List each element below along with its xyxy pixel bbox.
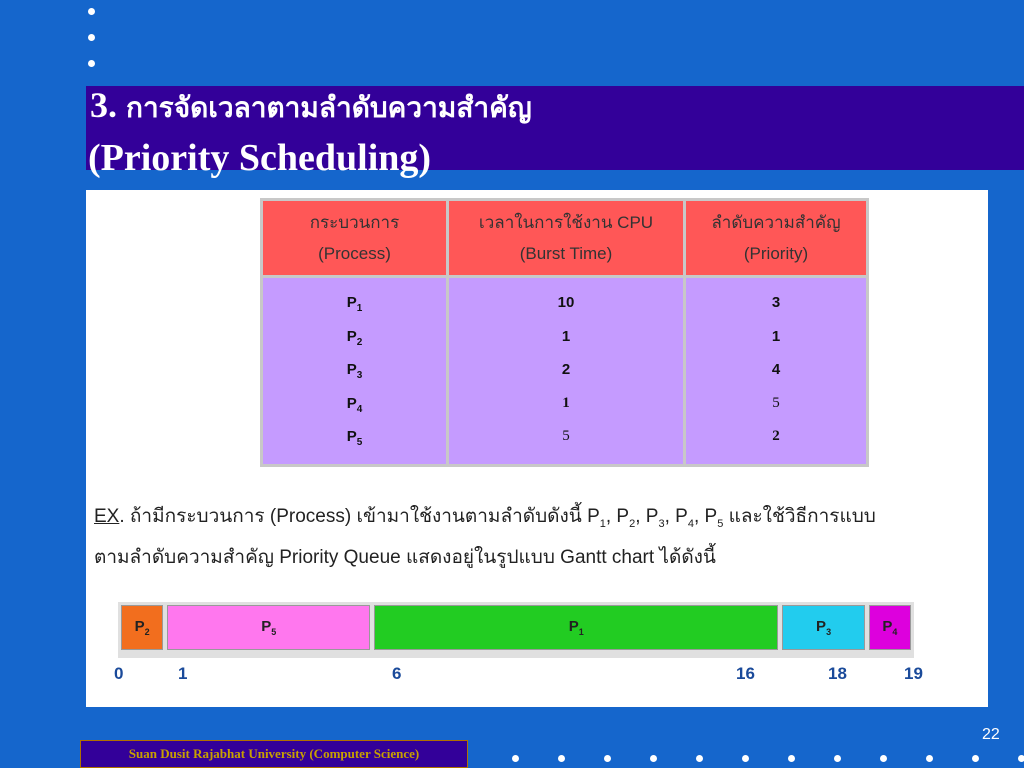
gantt-time-tick: 16 (736, 664, 755, 683)
bullet-dot-icon (88, 34, 95, 41)
gantt-bar-label: $P_3$ (816, 618, 832, 637)
bullet-dot-icon (880, 755, 887, 762)
bullet-dot-icon (650, 755, 657, 762)
gantt-bar-label: $P_4$ (882, 618, 898, 637)
footer-university: Suan Dusit Rajabhat University (Computer Science) (80, 740, 468, 768)
process-p5: $P_5$ (346, 428, 363, 448)
burst-value: 5 (562, 428, 570, 444)
gantt-time-tick: 1 (178, 664, 188, 683)
gantt-time-tick: 0 (114, 664, 124, 683)
bullet-dot-icon (1018, 755, 1024, 762)
content-panel (86, 190, 988, 707)
example-line-2: ตามลำดับความสำคัญ Priority Queue แสดงอยู่ในรูปแบบ Gantt chart ได้ดังนี้ (94, 546, 716, 568)
decorative-dots-bottom (512, 755, 1024, 762)
process-table (260, 198, 869, 467)
header-process: กระบวนการ (Process) (263, 201, 446, 275)
slide-subtitle: (Priority Scheduling) (88, 137, 432, 179)
gantt-bar-label: $P_1$ (568, 618, 584, 637)
priority-column (686, 278, 866, 464)
burst-value: 10 (557, 294, 575, 311)
priority-value: 1 (771, 327, 781, 345)
bullet-dot-icon (604, 755, 611, 762)
burst-column (449, 278, 683, 464)
gantt-time-tick: 18 (828, 664, 847, 683)
page-number: 22 (982, 726, 1000, 743)
example-text (94, 500, 984, 575)
slide-title: 3. การจัดเวลาตามลำดับความสำคัญ (90, 85, 532, 125)
process-p1: $P_1$ (346, 294, 363, 314)
bullet-dot-icon (512, 755, 519, 762)
bullet-dot-icon (972, 755, 979, 762)
burst-value: 1 (561, 327, 571, 345)
table-header-row (263, 201, 866, 275)
burst-value: 2 (561, 361, 571, 378)
example-line-1: EX. ถ้ามีกระบวนการ (Process) เข้ามาใช้งานตามลำดับดังนี้ $P_1$, $P_2$, $P_3$, $P_4$, $P_5$ และใช้วิธีการแบบ (94, 506, 876, 530)
process-p3: $P_3$ (346, 361, 363, 381)
gantt-time-tick: 6 (392, 664, 402, 683)
bullet-dot-icon (558, 755, 565, 762)
gantt-chart (118, 602, 914, 658)
process-column (263, 278, 446, 464)
table-body-row (263, 278, 866, 464)
priority-value: 5 (772, 394, 780, 411)
gantt-bar-p1 (374, 605, 778, 650)
burst-value: 1 (562, 394, 570, 411)
header-burst-time: เวลาในการใช้งาน CPU (Burst Time) (449, 201, 683, 275)
process-p4: $P_4$ (346, 394, 363, 415)
gantt-bar-p5 (167, 605, 370, 650)
gantt-bar-label: $P_5$ (261, 618, 277, 637)
bullet-dot-icon (88, 8, 95, 15)
gantt-bar-label: $P_2$ (134, 618, 150, 637)
gantt-time-axis (86, 664, 988, 688)
bullet-dot-icon (834, 755, 841, 762)
gantt-time-tick: 19 (904, 664, 923, 683)
gantt-bar-p2 (121, 605, 163, 650)
header-priority: ลำดับความสำคัญ (Priority) (686, 201, 866, 275)
gantt-bar-p3 (782, 605, 864, 650)
decorative-dots-left (88, 8, 95, 86)
priority-value: 3 (771, 294, 781, 311)
bullet-dot-icon (788, 755, 795, 762)
slide-title-thai: การจัดเวลาตามลำดับความสำคัญ (126, 91, 532, 124)
priority-value: 4 (771, 361, 781, 378)
priority-value: 2 (772, 428, 780, 444)
bullet-dot-icon (88, 60, 95, 67)
process-p2: $P_2$ (346, 327, 363, 348)
example-label: EX (94, 506, 120, 527)
bullet-dot-icon (926, 755, 933, 762)
bullet-dot-icon (742, 755, 749, 762)
bullet-dot-icon (696, 755, 703, 762)
gantt-bar-p4 (869, 605, 911, 650)
